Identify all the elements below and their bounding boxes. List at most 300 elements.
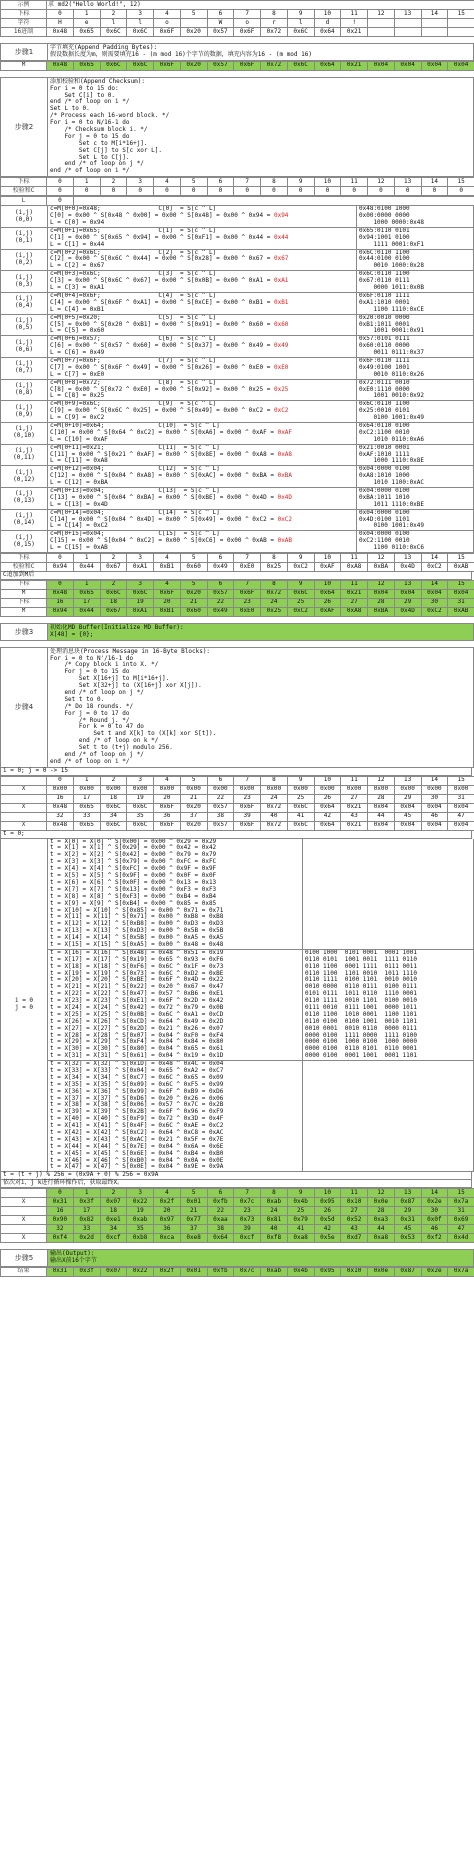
final-x-index-row <box>1 1225 474 1234</box>
xor-bits <box>356 401 473 422</box>
m-index-row-1 <box>1 580 474 589</box>
cell: 0x49 <box>207 607 234 616</box>
cell: 46 <box>421 1225 448 1234</box>
cell: 33 <box>73 812 100 821</box>
row-label: X <box>1 1234 47 1243</box>
example-row <box>1 1 474 10</box>
bits-2: 0x44:0100 0100 <box>359 255 410 263</box>
checksum-step-5 <box>0 315 474 337</box>
cell: 0 <box>47 178 74 187</box>
cell: 33 <box>73 1225 100 1234</box>
calc-result: 0xE0 <box>273 363 289 371</box>
cell: 0x00 <box>341 785 368 794</box>
cell: 39 <box>234 1225 261 1234</box>
cell: 0x04 <box>394 589 421 598</box>
cell: 0x25 <box>261 607 288 616</box>
cell: 0x6F <box>234 28 261 37</box>
ij-label: (i,j) (0,4) <box>1 293 48 314</box>
calc-line-1: c=M[0+9]=0x6C; C[9] = S[c ^ L] <box>50 401 217 408</box>
cell: 9 <box>287 554 314 563</box>
cell: 0xab <box>127 1216 154 1225</box>
bits-3: 0100 1001:0x49 <box>359 522 425 530</box>
cell: 0x57 <box>207 803 234 812</box>
cell: 12 <box>368 580 395 589</box>
cell: 0x72 <box>261 61 288 70</box>
cell: 7 <box>234 178 261 187</box>
cell: 10 <box>314 554 341 563</box>
cell: 0 <box>47 776 74 785</box>
m-value-row-1 <box>1 589 474 598</box>
calc-line-3: L = C[2] = 0x67 <box>50 262 105 270</box>
step-text: 输出(Output): 输出X前16个字节 <box>48 1250 473 1266</box>
step-text: 处理消息块(Process Message in 16-Byte Blocks): For i = 0 to N'/16-1 do /* Copy block i into X. */ For j = 0 to 15 do Set X[16+j] to M[i*16+j]. Set X[32+j] to (X[16+j] xor X[j]). end /* of loop on j */ Set t to 0. /* Do 18 rounds. */ For j = 0 to 17 do /* Round j. */ For k = 0 to 47 do Set t and X[k] to (X[k] xor S[t]). end /* of loop on k */ Set t to (t+j) modulo 256. end /* of loop on j */ end /* of loop on i */ <box>50 647 217 765</box>
cell: 0x6C <box>287 28 314 37</box>
checksum-step-12 <box>0 466 474 488</box>
calc-line-1: c=M[0+0]=0x48; C[0] = S[c ^ L] <box>50 206 217 213</box>
cell: 5 <box>180 10 207 19</box>
cell: 0x20 <box>180 589 207 598</box>
bits-3: 1010 1100:0xAC <box>359 479 425 487</box>
cell: 0 <box>47 554 74 563</box>
cell: 0xA8 <box>341 607 368 616</box>
final-x-index-row <box>1 1207 474 1216</box>
cell: 0x04 <box>448 61 474 70</box>
calc-expr: C[13] = 0x00 ^ S[0x04 ^ 0xBA] = 0x00 ^ S[0xBE] = 0x00 ^ 0x4D = <box>50 493 278 501</box>
cell: 0xf4 <box>47 1234 74 1243</box>
row-label <box>1 1207 47 1216</box>
checksum-calc <box>48 510 356 531</box>
cell: 4 <box>154 580 181 589</box>
ij-label: (i,j) (0,1) <box>1 228 48 249</box>
calc-line-1: c=M[0+15]=0x04; C[15] = S[c ^ L] <box>50 531 220 538</box>
x-value-row <box>1 821 474 830</box>
cell: 5 <box>180 776 207 785</box>
xor-bits <box>356 531 473 552</box>
step-label: 步骤3 <box>1 624 48 640</box>
cell: 19 <box>127 1207 154 1216</box>
cell: 13 <box>394 10 421 19</box>
cell <box>73 197 474 206</box>
row-label: X <box>1 803 47 812</box>
cell: 0x48 <box>47 803 74 812</box>
bits-3: 1000 0000:0x48 <box>359 219 425 227</box>
cell: 9 <box>287 10 314 19</box>
row-label: M <box>1 61 47 70</box>
final-x-value-row <box>1 1198 474 1207</box>
m-value-row-2 <box>1 607 474 616</box>
cell: 0x00 <box>100 785 127 794</box>
calc-line-3: L = C[11] = 0xA8 <box>50 457 108 465</box>
calc-result: 0xA1 <box>273 277 289 285</box>
cell: 0x64 <box>314 61 341 70</box>
cell: 0x48 <box>47 28 74 37</box>
calc-line-3: L = C[1] = 0x44 <box>50 240 105 248</box>
cell: 26 <box>314 1207 341 1216</box>
calc-result: 0xB1 <box>273 298 289 306</box>
cell: 0xab <box>261 1198 288 1207</box>
cell: 0x57 <box>207 61 234 70</box>
xor-bits <box>356 315 473 336</box>
final-x-table <box>0 1188 474 1243</box>
checksum-calc <box>48 466 356 487</box>
calc-line-1: c=M[0+4]=0x6F; C[4] = S[c ^ L] <box>50 292 217 299</box>
cell: o <box>234 19 261 28</box>
cell: ! <box>341 19 368 28</box>
calc-result: 0x60 <box>273 320 289 328</box>
cell: 0xca <box>154 1234 181 1243</box>
cell: 0x79 <box>287 1216 314 1225</box>
cell: 19 <box>127 794 154 803</box>
cell: 25 <box>287 598 314 607</box>
checksum-step-1 <box>0 228 474 250</box>
cell: 0 <box>314 187 341 196</box>
cell: 40 <box>261 1225 288 1234</box>
cell: 0 <box>100 187 127 196</box>
cell: l <box>127 19 154 28</box>
cell: 0x7a <box>448 1198 474 1207</box>
checksum-step-7 <box>0 358 474 380</box>
row-value: 求 md2("Hello World!", 12) <box>47 1 474 10</box>
cell: 0x6F <box>154 61 181 70</box>
bits-2: 0xC2:1100 0010 <box>359 428 410 436</box>
cell: 3 <box>127 580 154 589</box>
x-value-row <box>1 803 474 812</box>
cell: 0x04 <box>394 61 421 70</box>
cell: 14 <box>421 554 448 563</box>
rounds-section <box>0 839 474 1173</box>
cell: 0x6F <box>234 821 261 830</box>
padded-m-table <box>0 61 474 71</box>
input-table <box>0 0 474 37</box>
cell: 0x44 <box>73 607 100 616</box>
cell: 0x82 <box>73 1216 100 1225</box>
cell: 0x5e <box>314 1234 341 1243</box>
cell: 0x10 <box>341 1198 368 1207</box>
checksum-step-9 <box>0 401 474 423</box>
ij-label: (i,j) (0,5) <box>1 315 48 336</box>
cell: 8 <box>261 580 288 589</box>
ij-label: (i,j) (0,6) <box>1 336 48 357</box>
cell: 0x6C <box>287 61 314 70</box>
cell: 0 <box>47 580 74 589</box>
row-label <box>1 776 47 785</box>
cs-final-index-row <box>1 554 474 563</box>
t-update: t = (t + j) % 256 = (0x9A + 0) % 256 = 0x9A <box>0 1172 472 1180</box>
cell: 18 <box>100 1207 127 1216</box>
cell: 0xcf <box>100 1234 127 1243</box>
cell: 2 <box>100 776 127 785</box>
cell: 0x64 <box>207 1234 234 1243</box>
calc-result: 0xBA <box>277 472 293 480</box>
cell: 6 <box>207 776 234 785</box>
calc-expr: C[12] = 0x00 ^ S[0x04 ^ 0xA8] = 0x00 ^ S[0xAC] = 0x00 ^ 0xBA = <box>50 472 278 480</box>
checksum-step-10 <box>0 423 474 445</box>
cell: 0x57 <box>207 821 234 830</box>
cell: 5 <box>180 178 207 187</box>
cell: 0x6C <box>127 821 154 830</box>
cell: 0x6C <box>287 821 314 830</box>
row-label: 字符 <box>1 19 47 28</box>
cell: 0x3f <box>73 1267 100 1276</box>
calc-result: 0x44 <box>273 233 289 241</box>
bits-3: 1111 0001:0xF1 <box>359 240 425 248</box>
cell: 0x6C <box>127 28 154 37</box>
xor-bits <box>356 423 473 444</box>
cell: 0x31 <box>47 1267 74 1276</box>
cell: 43 <box>341 1225 368 1234</box>
cell: 2 <box>100 1189 127 1198</box>
cell: 1 <box>73 1189 100 1198</box>
bits-3: 1000 1110:0x8E <box>359 457 425 465</box>
cell: 0x65 <box>73 803 100 812</box>
bits-2: 0xB1:1011 0001 <box>359 320 410 328</box>
cell: 0x65 <box>73 589 100 598</box>
cell: 0xB1 <box>154 563 181 572</box>
cell: 0x94 <box>47 607 74 616</box>
cell: 0x01 <box>180 1267 207 1276</box>
checksum-calc <box>48 380 356 401</box>
cell: 0x07 <box>100 1198 127 1207</box>
cell: 0x21 <box>341 589 368 598</box>
cell: 0xAF <box>314 563 341 572</box>
ij-label: (i,j) (0,13) <box>1 488 48 509</box>
cell: 0x87 <box>394 1267 421 1276</box>
cell: 16 <box>47 598 74 607</box>
m-index-row-2 <box>1 598 474 607</box>
cell: 0x87 <box>394 1198 421 1207</box>
calc-line-1: c=M[0+8]=0x72; C[8] = S[c ^ L] <box>50 379 217 386</box>
cell: 0xE0 <box>234 607 261 616</box>
cell: 0xBA <box>368 563 395 572</box>
cell: 30 <box>421 1207 448 1216</box>
cell: 0x6C <box>100 61 127 70</box>
calc-line-1: c=M[0+7]=0x6F; C[7] = S[c ^ L] <box>50 357 217 364</box>
cell: 0x20 <box>180 28 207 37</box>
cell: 12 <box>368 178 395 187</box>
cell: 2 <box>100 178 127 187</box>
round-lines: t = X[32] = X[32] ^ S[0x1D] = 0x48 ^ 0x4C = 0x04 t = X[33] = X[33] ^ S[0x04] = 0x65 ^ 0xA2 = 0xC7 t = X[34] = X[34] ^ S[0xC7] = 0x6C ^ 0x65 = 0x09 t = X[35] = X[35] ^ S[0x09] = 0x6C ^ 0xF5 = 0x99 t = X[36] = X[36] ^ S[0x99] = 0x6F ^ 0xB9 = 0xD6 t = X[37] = X[37] ^ S[0xD6] = 0x20 ^ 0x26 = 0x06 t = X[38] = X[38] ^ S[0x06] = 0x57 ^ 0x7C = 0x2B t = X[39] = X[39] ^ S[0x2B] = 0x6F ^ 0x96 = 0xF9 t = X[40] = X[40] ^ S[0xF9] = 0x72 ^ 0x3D = 0x4F t = X[41] = X[41] ^ S[0x4F] = 0x6C ^ 0xAE = 0xC2 t = X[42] = X[42] ^ S[0xC2] = 0x64 ^ 0xC8 = 0xAC t = X[43] = X[43] ^ S[0xAC] = 0x21 ^ 0x5F = 0x7E t = X[44] = X[44] ^ S[0x7E] = 0x04 ^ 0x6A = 0x6E t = X[45] = X[45] ^ S[0x6E] = 0x04 ^ 0xB4 = 0xB0 t = X[46] = X[46] ^ S[0xB0] = 0x04 ^ 0x0A = 0x0E t = X[47] = X[47] ^ S[0x0E] = 0x04 ^ 0x9E = 0x9A <box>48 1061 303 1171</box>
step-label: 步骤5 <box>1 1250 48 1266</box>
calc-line-3: L = C[14] = 0xC2 <box>50 522 108 530</box>
bits-2: 0x49:0100 1001 <box>359 363 410 371</box>
cell: 0x77 <box>180 1216 207 1225</box>
cell: 0x21 <box>341 61 368 70</box>
cell: 14 <box>421 178 448 187</box>
cell: 11 <box>341 1189 368 1198</box>
step-label: 步骤2 <box>1 78 48 176</box>
cell: 0x00 <box>207 785 234 794</box>
cell: 0x04 <box>421 589 448 598</box>
checksum-calc <box>48 445 356 466</box>
cell: l <box>100 19 127 28</box>
cell: 32 <box>47 1225 74 1234</box>
calc-expr: C[8] = 0x00 ^ S[0x72 ^ 0xE0] = 0x00 ^ S[0x92] = 0x00 ^ 0x25 = <box>50 385 274 393</box>
cell: 34 <box>100 1225 127 1234</box>
cell: 25 <box>287 794 314 803</box>
step-text: 字节填充(Append Padding Bytes): 假设数据长度为m，则需要填充16 - (m mod 16)个字节的数据，填充内容为16 - (m mod 16) <box>50 44 312 58</box>
cell: o <box>154 19 181 28</box>
checksum-calc <box>48 271 356 292</box>
cell: 0x04 <box>394 803 421 812</box>
bits-1: 0x04:0000 0100 <box>359 509 410 516</box>
cell: 40 <box>261 812 288 821</box>
padded-m-row <box>1 61 474 70</box>
checksum-calc <box>48 293 356 314</box>
ij-label: (i,j) (0,10) <box>1 423 48 444</box>
cell: 0x6F <box>154 803 181 812</box>
bits-1: 0x6F:0110 1111 <box>359 357 410 364</box>
cell <box>421 19 448 28</box>
cell: 6 <box>207 580 234 589</box>
cell: 22 <box>207 794 234 803</box>
cell <box>180 19 207 28</box>
cell: 0x04 <box>448 803 474 812</box>
cell: 8 <box>261 776 288 785</box>
calc-expr: C[2] = 0x00 ^ S[0x6C ^ 0x44] = 0x00 ^ S[0x28] = 0x00 ^ 0x67 = <box>50 255 274 263</box>
cell: 13 <box>394 776 421 785</box>
bits-1: 0x48:0100 1000 <box>359 206 410 213</box>
cell: 45 <box>394 812 421 821</box>
cell: 32 <box>47 812 74 821</box>
cell: 0x0f <box>421 1216 448 1225</box>
xor-bits <box>356 510 473 531</box>
calc-expr: C[0] = 0x00 ^ S[0x48 ^ 0x00] = 0x00 ^ S[0x48] = 0x00 ^ 0x94 = <box>50 212 274 220</box>
cell: 0x7c <box>234 1267 261 1276</box>
cell: 0xB1 <box>154 607 181 616</box>
row-label: 校验和C <box>1 187 47 196</box>
bits-1: 0x57:0101 0111 <box>359 336 410 343</box>
cell: 36 <box>154 1225 181 1234</box>
cell: d <box>314 19 341 28</box>
cell: 0x73 <box>234 1216 261 1225</box>
cell: 0x07 <box>100 1267 127 1276</box>
cell: 1 <box>73 580 100 589</box>
cell: 0xBA <box>368 607 395 616</box>
row-label: L <box>1 197 47 206</box>
cell: 0 <box>421 187 448 196</box>
calc-expr: C[1] = 0x00 ^ S[0x65 ^ 0x94] = 0x00 ^ S[0xF1] = 0x00 ^ 0x44 = <box>50 233 274 241</box>
row-label: 结果 <box>1 1267 47 1276</box>
cell: 34 <box>100 812 127 821</box>
cell: 31 <box>448 1207 474 1216</box>
cell: 14 <box>421 1189 448 1198</box>
row-label: 下标 <box>1 10 47 19</box>
cell: 9 <box>287 1189 314 1198</box>
cell: 0x31 <box>394 1216 421 1225</box>
checksum-calc <box>48 228 356 249</box>
cell: 0x0e <box>368 1267 395 1276</box>
calc-expr: C[9] = 0x00 ^ S[0x6C ^ 0x25] = 0x00 ^ S[0x49] = 0x00 ^ 0xC2 = <box>50 407 274 415</box>
calc-line-3: L = C[8] = 0x25 <box>50 392 105 400</box>
row-label: X <box>1 1198 47 1207</box>
cell: 28 <box>368 794 395 803</box>
loop-note: i = 0; j = 0 -> 15 <box>0 768 472 776</box>
cell: 0xfb <box>207 1267 234 1276</box>
cell: 6 <box>207 554 234 563</box>
cell: 0x4D <box>394 563 421 572</box>
checksum-calc <box>48 315 356 336</box>
cell: 0x67 <box>100 607 127 616</box>
calc-result: 0xA8 <box>277 450 293 458</box>
calc-line-3: L = C[7] = 0xE0 <box>50 370 105 378</box>
cell: 11 <box>341 554 368 563</box>
cell: 0x53 <box>394 1234 421 1243</box>
cell: 0x72 <box>261 803 288 812</box>
calc-line-1: c=M[0+14]=0x04; C[14] = S[c ^ L] <box>50 509 220 516</box>
cell: 47 <box>448 1225 474 1234</box>
cell: 42 <box>314 812 341 821</box>
ij-label: (i,j) (0,8) <box>1 380 48 401</box>
cell: 0x04 <box>421 803 448 812</box>
cell <box>448 19 474 28</box>
cell: 0x2d <box>73 1234 100 1243</box>
cell: 14 <box>421 10 448 19</box>
cell: 0x22 <box>127 1198 154 1207</box>
cell: 0x31 <box>47 1198 74 1207</box>
cell: 47 <box>448 812 474 821</box>
cell: 4 <box>154 1189 181 1198</box>
cell: 24 <box>261 598 288 607</box>
cell: 5 <box>180 554 207 563</box>
row-label: M <box>1 607 47 616</box>
cell: 5 <box>180 580 207 589</box>
cell: 0xC2 <box>287 607 314 616</box>
cell: 0x20 <box>180 803 207 812</box>
cell: 0x6F <box>154 28 181 37</box>
cell: 0x22 <box>127 1267 154 1276</box>
cell: 21 <box>180 1207 207 1216</box>
cell: 30 <box>421 598 448 607</box>
cell: 9 <box>287 776 314 785</box>
cell: 7 <box>234 776 261 785</box>
cell: 7 <box>234 554 261 563</box>
bits-2: 0x4D:0100 1101 <box>359 515 410 523</box>
bits-2: 0xBA:1011 1010 <box>359 493 410 501</box>
cell: 0xa8 <box>287 1234 314 1243</box>
bits-2: 0x60:0110 0000 <box>359 342 410 350</box>
cell: 0x04 <box>421 821 448 830</box>
cell: 0x4b <box>287 1267 314 1276</box>
calc-line-3: L = C[12] = 0xBA <box>50 479 108 487</box>
cell: 24 <box>261 1207 288 1216</box>
cell: 0xA1 <box>127 563 154 572</box>
calc-result: 0x4D <box>277 493 293 501</box>
result-table <box>0 1267 474 1277</box>
cell: 37 <box>180 812 207 821</box>
xor-bits <box>356 358 473 379</box>
step-label: 步骤4 <box>1 648 48 767</box>
checksum-step-14 <box>0 510 474 532</box>
cell: 0x57 <box>207 28 234 37</box>
cell: 0x64 <box>314 821 341 830</box>
cell: 5 <box>180 1189 207 1198</box>
cell: 0x6F <box>154 821 181 830</box>
cell: 0x65 <box>73 61 100 70</box>
cell: 43 <box>341 812 368 821</box>
cell: 1 <box>73 776 100 785</box>
cell: 37 <box>180 1225 207 1234</box>
cell: 2 <box>100 580 127 589</box>
bits-2: 0x94:1001 0100 <box>359 233 410 241</box>
cell: 38 <box>207 812 234 821</box>
bits-3: 0010 0110:0x26 <box>359 370 425 378</box>
cell: 0x04 <box>421 61 448 70</box>
bits-1: 0x64:0110 0100 <box>359 422 410 429</box>
cell: 0 <box>261 187 288 196</box>
cell: 0 <box>154 187 181 196</box>
l-row <box>1 197 474 206</box>
cell: 0x64 <box>314 589 341 598</box>
